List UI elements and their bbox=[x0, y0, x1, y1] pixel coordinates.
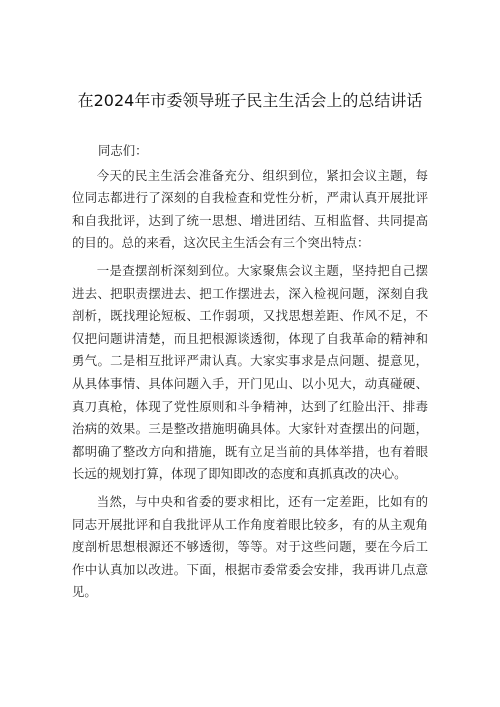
paragraph-2: 一是查摆剖析深刻到位。大家聚焦会议主题，坚持把自己摆进去、把职责摆进去、把工作摆进去，深入检视问题，深刻自我剖析，既找理论短板、工作弱项，又找思想差距、作风不足，不仅把问题讲清楚，而且把根源谈透彻，体现了自我革命的精神和勇气。二是相互批评严肃认真。大家实事求是点问题、提意见，从具体事情、具体问题入手，开门见山、以小见大，动真碰硬、真刀真枪，体现了党性原则和斗争精神，达到了红脸出汗、排毒治病的效果。三是整改措施明确具体。大家针对查摆出的问题，都明确了整改方向和措施，既有立足当前的具体举措，也有着眼长远的规划打算，体现了即知即改的态度和真抓真改的决心。 bbox=[72, 262, 428, 482]
document-title: 在2024年市委领导班子民主生活会上的总结讲话 bbox=[77, 91, 423, 110]
document-body bbox=[72, 140, 428, 609]
paragraph-3: 当然，与中央和省委的要求相比，还有一定差距，比如有的同志开展批评和自我批评从工作角度着眼比较多，有的从主观角度剖析思想根源还不够透彻，等等。对于这些问题，要在今后工作中认真加以改进。下面，根据市委常委会安排，我再讲几点意见。 bbox=[72, 493, 428, 600]
salutation: 同志们： bbox=[98, 143, 148, 158]
paragraph-1: 今天的民主生活会准备充分、组织到位，紧扣会议主题，每位同志都进行了深刻的自我检查和党性分析，严肃认真开展批评和自我批评，达到了统一思想、增进团结、互相监督、共同提高的目的。总的来看，这次民主生活会有三个突出特点： bbox=[72, 167, 428, 251]
